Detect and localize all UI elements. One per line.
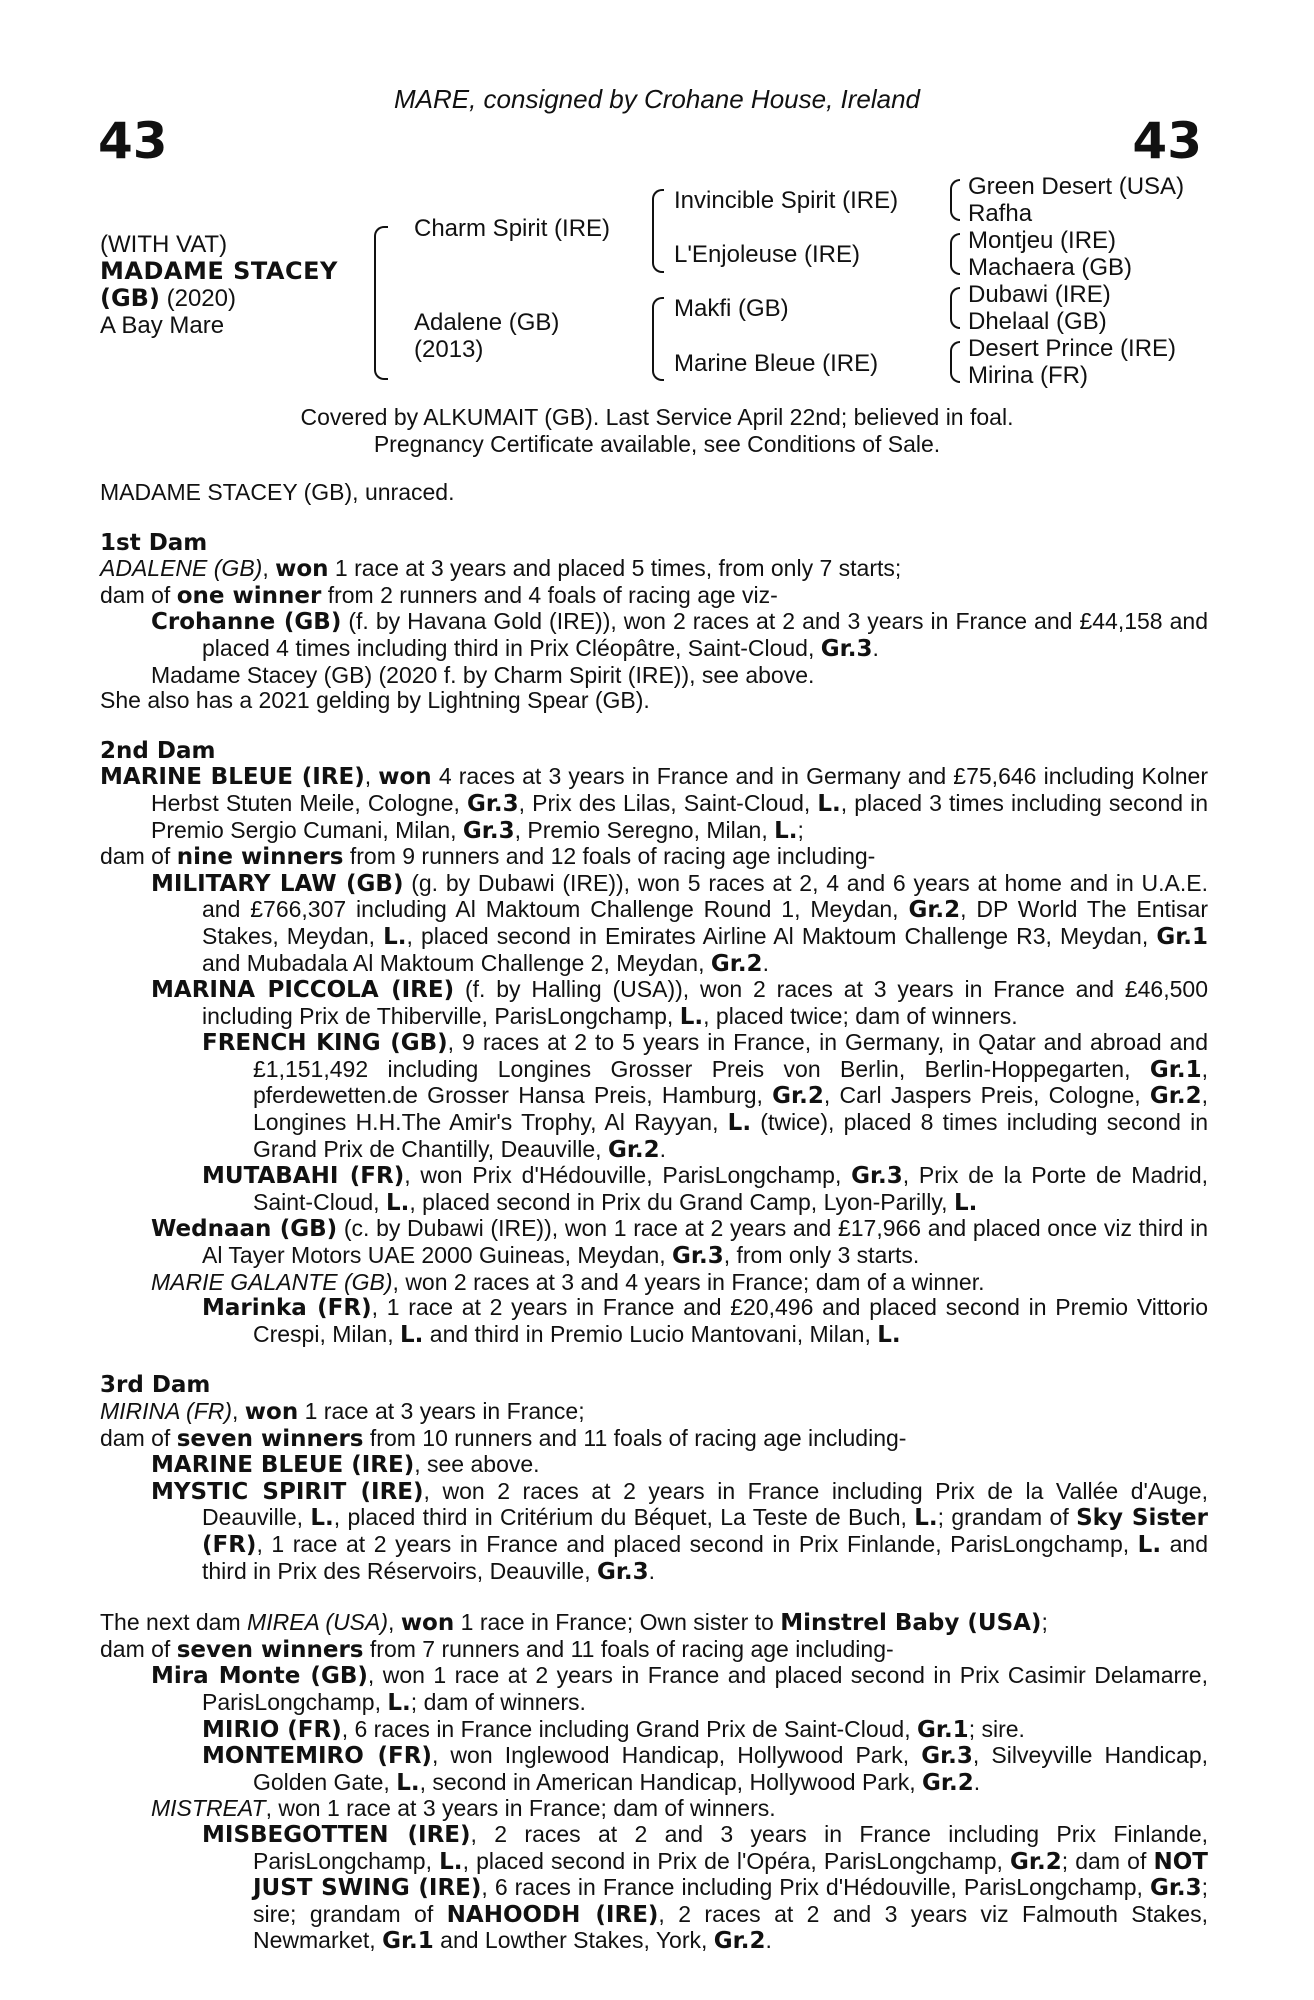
- g3-montjeu: Montjeu (IRE): [968, 227, 1117, 254]
- horse-description: A Bay Mare: [100, 312, 225, 339]
- first-dam-text: ADALENE (GB), won 1 race at 3 years and placed 5 times, from only 7 starts; dam of one winner from 2 runners and 4 foals of racing age viz- Crohanne (GB) (f. by Havana Gold (IRE)), won 2 races at 2 and 3 years in France and £44,158 and placed 4 times including third in Prix Cléopâtre, Saint-Cloud, Gr.3. Madame Stacey (GB) (2020 f. by Charm Spirit (IRE)), see above. She also has a 2021 gelding by Lightning Spear (GB).: [100, 555, 1208, 714]
- brace-g3-1: [950, 179, 960, 221]
- third-dam-text: MIRINA (FR), won 1 race at 3 years in France; dam of seven winners from 10 runners and 11 foals of racing age including- MARINE BLEUE (IRE), see above. MYSTIC SPIRIT (IRE), won 2 races at 2 years in France including Prix de la Vallée d'Auge, Deauville, L., placed third in Critérium du Béquet, La Teste de Buch, L.; grandam of Sky Sister (FR), 1 race at 2 years in France and placed second in Prix Finlande, ParisLongchamp, L. and third in Prix des Réservoirs, Deauville, Gr.3.: [100, 1398, 1208, 1585]
- catalogue-body: [100, 480, 1208, 1955]
- brace-g3-3: [950, 287, 960, 329]
- g3-dubawi: Dubawi (IRE): [968, 281, 1111, 308]
- dam: Adalene (GB): [414, 309, 560, 336]
- brace-g3-4: [950, 341, 960, 383]
- dam-sire: Makfi (GB): [674, 295, 789, 322]
- second-dam-text: MARINE BLEUE (IRE), won 4 races at 3 years in France and in Germany and £75,646 including Kolner Herbst Stuten Meile, Cologne, Gr.3, Prix des Lilas, Saint-Cloud, L., placed 3 times including second in Premio Sergio Cumani, Milan, Gr.3, Premio Seregno, Milan, L.; dam of nine winners from 9 runners and 12 foals of racing age including- MILITARY LAW (GB) (g. by Dubawi (IRE)), won 5 races at 2, 4 and 6 years at home and in U.A.E. and £766,307 including Al Maktoum Challenge Round 1, Meydan, Gr.2, DP World The Entisar Stakes, Meydan, L., placed second in Emirates Airline Al Maktoum Challenge R3, Meydan, Gr.1 and Mubadala Al Maktoum Challenge 2, Meydan, Gr.2. MARINA PICCOLA (IRE) (f. by Halling (USA)), won 2 races at 3 years in France and £46,500 including Prix de Thiberville, ParisLongchamp, L., placed twice; dam of winners. FRENCH KING (GB), 9 races at 2 to 5 years in France, in Germany, in Qatar and abroad and £1,151,492 including Longines Grosser Preis von Berlin, Berlin-Hoppegarten, Gr.1, pferdewetten.de Grosser Hansa Preis, Hamburg, Gr.2, Carl Jaspers Preis, Cologne, Gr.2, Longines H.H.The Amir's Trophy, Al Rayyan, L. (twice), placed 8 times including second in Grand Prix de Chantilly, Deauville, Gr.2. MUTABAHI (FR), won Prix d'Hédouville, ParisLongchamp, Gr.3, Prix de la Porte de Madrid, Saint-Cloud, L., placed second in Prix du Grand Camp, Lyon-Parilly, L. Wednaan (GB) (c. by Dubawi (IRE)), won 1 race at 2 years and £17,966 and placed once viz third in Al Tayer Motors UAE 2000 Guineas, Meydan, Gr.3, from only 3 starts. MARIE GALANTE (GB), won 2 races at 3 and 4 years in France; dam of a winner. Marinka (FR), 1 race at 2 years in France and £20,496 and placed second in Premio Vittorio Crespi, Milan, L. and third in Premio Lucio Mantovani, Milan, L.: [100, 763, 1209, 1348]
- sire-sire: Invincible Spirit (IRE): [674, 187, 899, 214]
- horse-origin: [100, 285, 338, 312]
- brace-dam: [652, 297, 664, 381]
- g3-desert-prince: Desert Prince (IRE): [968, 335, 1177, 362]
- vat-label: (WITH VAT): [100, 231, 228, 258]
- covered-line-1: Covered by ALKUMAIT (GB). Last Service April 22nd; believed in foal.: [300, 404, 1014, 430]
- next-dam-text: The next dam MIREA (USA), won 1 race in France; Own sister to Minstrel Baby (USA); dam of seven winners from 7 runners and 11 foals of racing age including- Mira Monte (GB), won 1 race at 2 years in France and placed second in Prix Casimir Delamarre, ParisLongchamp, L.; dam of winners. MIRIO (FR), 6 races in France including Grand Prix de Saint-Cloud, Gr.1; sire. MONTEMIRO (FR), won Inglewood Handicap, Hollywood Park, Gr.3, Silveyville Handicap, Golden Gate, L., second in American Handicap, Hollywood Park, Gr.2. MISTREAT, won 1 race at 3 years in France; dam of winners. MISBEGOTTEN (IRE), 2 races at 2 and 3 years in France including Prix Finlande, ParisLongchamp, L., placed second in Prix de l'Opéra, ParisLongchamp, Gr.2; dam of NOT JUST SWING (IRE), 6 races in France including Prix d'Hédouville, ParisLongchamp, Gr.3; sire; grandam of NAHOODH (IRE), 2 races at 2 and 3 years viz Falmouth Stakes, Newmarket, Gr.1 and Lowther Stakes, York, Gr.2.: [100, 1609, 1209, 1955]
- g3-mirina: Mirina (FR): [968, 362, 1088, 389]
- unraced-line: MADAME STACEY (GB), unraced.: [100, 479, 455, 505]
- covered-notice: [0, 404, 1314, 458]
- horse-name: MADAME STACEY: [100, 257, 338, 285]
- brace-sire: [652, 189, 664, 273]
- subject-block: [100, 231, 338, 339]
- g3-green-desert: Green Desert (USA): [968, 173, 1185, 200]
- dam-dam: Marine Bleue (IRE): [674, 350, 879, 377]
- horse-country: (GB): [100, 284, 160, 312]
- lot-number-left: 43: [98, 112, 168, 170]
- sire-dam: L'Enjoleuse (IRE): [674, 241, 860, 268]
- covered-line-2: Pregnancy Certificate available, see Conditions of Sale.: [373, 431, 941, 457]
- g3-dhelaal: Dhelaal (GB): [968, 308, 1107, 335]
- second-dam-heading: 2nd Dam: [100, 737, 216, 764]
- brace-main: [374, 226, 388, 380]
- page-header: MARE, consigned by Crohane House, Ireland: [393, 84, 921, 114]
- brace-g3-2: [950, 233, 960, 275]
- sire: Charm Spirit (IRE): [414, 215, 611, 242]
- horse-year: (2020): [166, 285, 236, 312]
- lot-number-right: 43: [1132, 112, 1202, 170]
- third-dam-heading: 3rd Dam: [100, 1372, 211, 1399]
- g3-rafha: Rafha: [968, 200, 1033, 227]
- first-dam-heading: 1st Dam: [100, 529, 208, 556]
- dam-year: (2013): [414, 336, 484, 363]
- g3-machaera: Machaera (GB): [968, 254, 1133, 281]
